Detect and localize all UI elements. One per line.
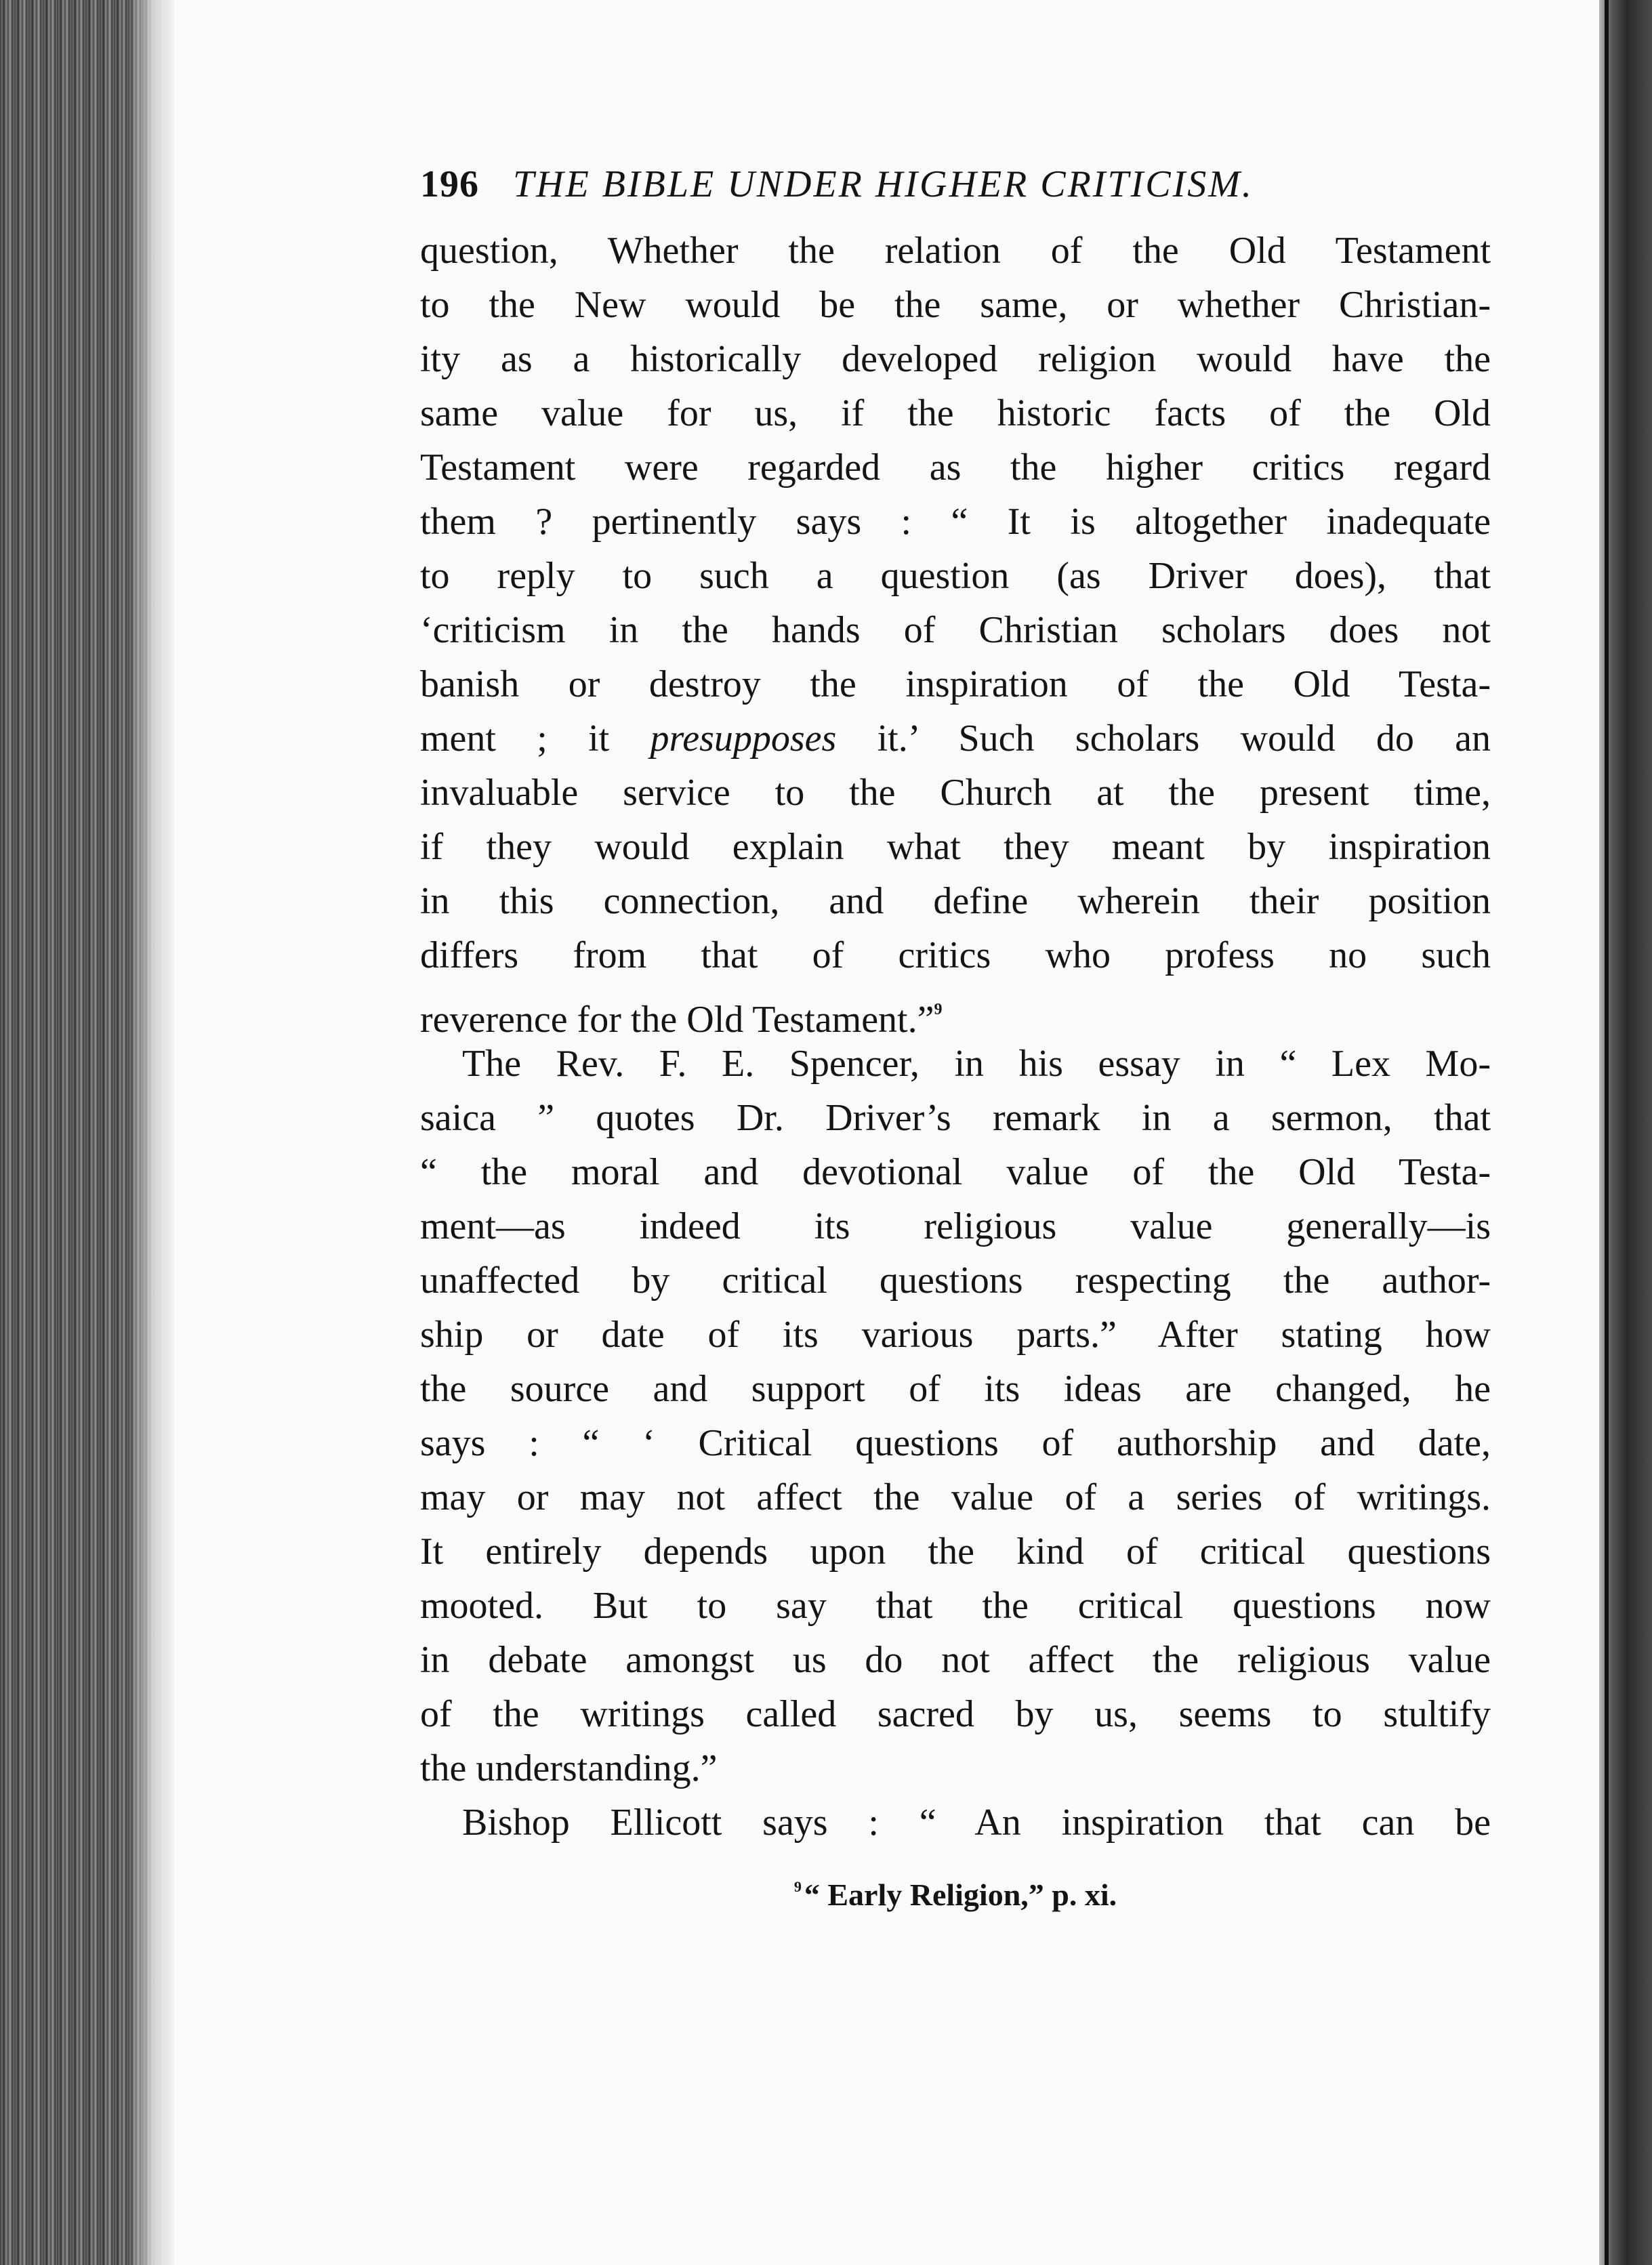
- page-number: 196: [420, 163, 479, 205]
- page-content: [420, 163, 1491, 1913]
- paragraph-2: [420, 1037, 1491, 1795]
- text-line: in debate amongst us do not affect the religious value: [420, 1639, 1491, 1681]
- text-line: may or may not affect the value of a series of writings.: [420, 1476, 1491, 1518]
- text-line: the understanding.”: [420, 1747, 718, 1789]
- text-line: to the New would be the same, or whether Christian-: [420, 284, 1491, 326]
- page-right-edge: [1599, 0, 1652, 2265]
- footnote-text: “ Early Religion,” p. xi.: [804, 1877, 1117, 1912]
- text-line: invaluable service to the Church at the present time,: [420, 772, 1491, 814]
- text-line: ity as a historically developed religion would have the: [420, 338, 1491, 380]
- text-line: [420, 982, 1491, 1041]
- text-line: Testament were regarded as the higher critics regard: [420, 446, 1491, 489]
- text-line: the source and support of its ideas are changed, he: [420, 1368, 1491, 1410]
- text-line: ship or date of its various parts.” After stating how: [420, 1314, 1491, 1356]
- text-line: saica ” quotes Dr. Driver’s remark in a sermon, that: [420, 1097, 1491, 1139]
- text-run: it.’ Such scholars would do an: [836, 718, 1491, 760]
- running-title: THE BIBLE UNDER HIGHER CRITICISM.: [513, 163, 1254, 205]
- text-line: It entirely depends upon the kind of critical questions: [420, 1531, 1491, 1573]
- text-line: to reply to such a question (as Driver does), that: [420, 555, 1491, 597]
- text-line: ‘criticism in the hands of Christian scholars does not: [420, 609, 1491, 651]
- text-line: Bishop Ellicott says : “ An inspiration that can be: [462, 1802, 1491, 1844]
- footnote: [420, 1877, 1491, 1913]
- text-line: if they would explain what they meant by inspiration: [420, 826, 1491, 868]
- text-line: question, Whether the relation of the Old Testament: [420, 230, 1491, 272]
- text-run: ment ; it: [420, 718, 651, 760]
- text-line: ment—as indeed its religious value generally—is: [420, 1205, 1491, 1247]
- footnote-reference: 9: [934, 1001, 943, 1018]
- running-head: [420, 163, 1491, 224]
- text-line: [420, 711, 1491, 766]
- text-line: of the writings called sacred by us, seems to stultify: [420, 1693, 1491, 1735]
- paragraph-3: [420, 1795, 1491, 1850]
- italic-word: presupposes: [650, 718, 837, 760]
- text-line: banish or destroy the inspiration of the Old Testa-: [420, 663, 1491, 705]
- text-line: “ the moral and devotional value of the Old Testa-: [420, 1151, 1491, 1193]
- text-run: reverence for the Old Testament.”: [420, 999, 934, 1041]
- text-line: in this connection, and define wherein their position: [420, 880, 1491, 922]
- paragraph-1: [420, 224, 1491, 1041]
- text-line: unaffected by critical questions respecting the author-: [420, 1260, 1491, 1302]
- text-line: mooted. But to say that the critical questions now: [420, 1585, 1491, 1627]
- text-line: The Rev. F. E. Spencer, in his essay in “ Lex Mo-: [462, 1043, 1491, 1085]
- text-line: says : “ ‘ Critical questions of authorship and date,: [420, 1422, 1491, 1464]
- text-line: same value for us, if the historic facts of the Old: [420, 392, 1491, 434]
- footnote-mark: 9: [793, 1878, 802, 1895]
- book-gutter: [0, 0, 175, 2265]
- text-line: them ? pertinently says : “ It is altogether inadequate: [420, 501, 1491, 543]
- text-line: differs from that of critics who profess no such: [420, 934, 1491, 976]
